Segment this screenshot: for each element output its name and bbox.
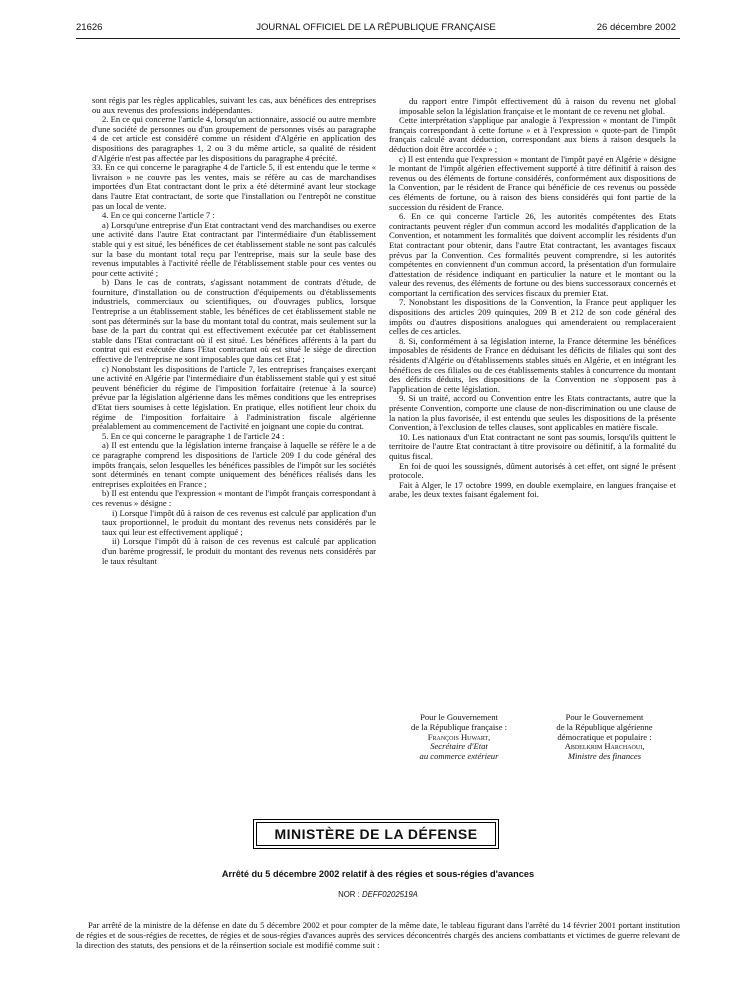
- arrete-body: [76, 921, 680, 950]
- nor-reference: [76, 890, 680, 899]
- header-rule: [76, 38, 680, 39]
- paragraph: Cette interprétation s'applique par analogie à l'expression « montant de l'impôt français correspondant à cette fortune » et à l'expression « quote-part de l'impôt français calculé avant déduction, correspondant aux biens à raison desquels la déduction doit être accordée » ;: [389, 115, 676, 154]
- paragraph: sont régis par les règles applicables, suivant les cas, aux bénéfices des entreprises ou aux revenus des professions indépendantes.: [92, 95, 376, 115]
- paragraph: 9. Si un traité, accord ou Convention entre les Etats contractants, autre que la présente Convention, comporte une clause de non-discrimination ou une clause de la nation la plus favorisée, il est entendu que seules les dispositions de la présente Convention, à l'exclusion de telles clauses, sont applicables en matière fiscale.: [389, 393, 676, 433]
- paragraph: 2. En ce qui concerne l'article 4, lorsqu'un actionnaire, associé ou autre membre d'une société de personnes ou d'un groupement de personnes visés au paragraphe 4 de cet article est considéré comme un résident d'Algérie en application des dispositions des paragraphes 1, 2 ou 3 du même article, sa qualité de résident d'Algérie n'est pas affectée par les dispositions du paragraphe 4 précité.: [92, 114, 376, 163]
- signature-line: de la République algérienne: [556, 721, 653, 732]
- paragraph: c) Nonobstant les dispositions de l'article 7, les entreprises françaises exerçant une activité en Algérie par l'intermédiaire d'un établissement stable qui y est situé peuvent bénéficier du régime de l'imposition forfaitaire (retenue à la source) prévue par la législation algérienne dans les mêmes conditions que les entreprises d'Etat tiers soumises à cette législation. En pratique, elles notifient leur choix du régime de l'imposition forfaitaire à l'administration fiscale algérienne préalablement au commencement de l'activité en joignant une copie du contrat.: [92, 363, 376, 432]
- left-column: [92, 96, 376, 566]
- arrete-title: Arrêté du 5 décembre 2002 relatif à des régies et sous-régies d'avances: [221, 869, 535, 879]
- nor-label: NOR :: [338, 890, 360, 899]
- paragraph: En foi de quoi les soussignés, dûment autorisés à cet effet, ont signé le présent protocole.: [389, 460, 676, 481]
- signature-algeria: [533, 713, 676, 762]
- ministry-heading: MINISTÈRE DE LA DÉFENSE: [256, 822, 496, 846]
- paragraph: Par arrêté de la ministre de la défense en date du 5 décembre 2002 et pour compter de la même date, le tableau figurant dans l'arrêté du 14 février 2001 portant institution de régies et de sous-régies de recettes, de régies et de sous-régies d'avances auprès des services déconcentrés chargés des anciens combattants et victimes de guerre relevant de la direction des statuts, des pensions et de la réinsertion sociale est modifié comme suit :: [76, 920, 680, 950]
- signatory-name: Abdelkrim Harchaoui,: [564, 741, 645, 752]
- signatory-title: au commerce extérieur: [419, 751, 499, 762]
- paragraph: b) Il est entendu que l'expression « montant de l'impôt français correspondant à ces revenus » désigne :: [92, 488, 376, 508]
- paragraph: b) Dans le cas de contrats, s'agissant notamment de contrats d'étude, de fourniture, d'installation ou de construction d'équipements ou d'établissements industriels, commerciaux ou scientifiques, ou d'ouvrages publics, lorsque l'entreprise a un établissement stable, les bénéfices de cet établissement stable ne sont pas déterminés sur la base du montant total du contrat, mais seulement sur la base de la part du contrat qui est effectivement exécutée par cet établissement stable dans l'Etat contractant où il est situé. Les bénéfices afférents à la part du contrat qui est exécutée dans l'Etat contractant où est situé le siège de direction effective de l'entreprise ne sont imposables que dans cet Etat ;: [92, 277, 376, 365]
- paragraph: Fait à Alger, le 17 octobre 1999, en double exemplaire, en langues française et arabe, les deux textes faisant également foi.: [389, 479, 676, 500]
- paragraph: 7. Nonobstant les dispositions de la Convention, la France peut appliquer les dispositions des articles 209 quinquies, 209 B et 212 de son code général des impôts ou d'autres dispositions analogues qui amenderaient ou remplaceraient celles de ces articles.: [389, 297, 676, 337]
- journal-title: JOURNAL OFFICIEL DE LA RÉPUBLIQUE FRANÇAISE: [256, 22, 496, 33]
- paragraph: 8. Si, conformément à sa législation interne, la France détermine les bénéfices imposables de résidents de France en déduisant les déficits de filiales qui sont des résidents d'Algérie ou d'établissements stables situés en Algérie, et en intégrant les bénéfices de ces filiales ou de ces établissements stables à concurrence du montant des déficits déduits, les dispositions de la Convention ne s'opposent pas à l'application de cette législation.: [389, 335, 676, 394]
- signature-line: démocratique et populaire :: [557, 731, 652, 742]
- signatory-title: Secrétaire d'Etat: [430, 741, 488, 752]
- paragraph: a) Il est entendu que la législation interne française à laquelle se réfère le a de ce paragraphe comprend les dispositions de l'article 209 I du code général des impôts français, selon lesquelles les bénéfices passibles de l'impôt sur les sociétés sont déterminés en tenant compte uniquement des bénéfices réalisés dans les entreprises exploitées en France ;: [92, 440, 376, 489]
- page-header: [76, 22, 676, 36]
- signature-line: Pour le Gouvernement: [565, 712, 644, 722]
- paragraph: 10. Les nationaux d'un Etat contractant ne sont pas soumis, lorsqu'ils quittent le territoire de l'autre Etat contractant à titre provisoire ou définitif, à la formalité du quitus fiscal.: [389, 431, 676, 461]
- signature-france: [389, 713, 529, 762]
- paragraph: 5. En ce qui concerne le paragraphe 1 de l'article 24 :: [102, 430, 285, 441]
- paragraph: ii) Lorsque l'impôt dû à raison de ces revenus est calculé par application d'un barème progressif, le produit du montant des revenus nets considérés par le taux résultant: [102, 536, 376, 566]
- paragraph: 4. En ce qui concerne l'article 7 :: [102, 210, 215, 221]
- nor-value: DEFF0202519A: [361, 890, 418, 899]
- paragraph: 6. En ce qui concerne l'article 26, les autorités compétentes des Etats contractants peuvent régler d'un commun accord les modalités d'application de la Convention, et notamment les formalités que doivent accomplir les résidents d'un Etat contractant pour obtenir, dans l'autre Etat contractant, les avantages fiscaux prévus par la Convention. Ces formalités peuvent comprendre, si les autorités compétentes en conviennent d'un commun accord, la présentation d'un formulaire d'attestation de résidence indiquant en particulier la nature et le montant ou la valeur des revenus, des éléments de fortune ou des biens successoraux concernés et comportant la certification des services fiscaux du premier Etat.: [389, 211, 676, 298]
- issue-date: 26 décembre 2002: [596, 22, 676, 33]
- page-number: 21626: [76, 22, 103, 33]
- signatory-name: François Huwart,: [427, 731, 491, 742]
- paragraph: du rapport entre l'impôt effectivement dû à raison du revenu net global imposable selon la législation française et le montant de ce revenu net global.: [399, 96, 676, 116]
- right-column: [389, 97, 676, 500]
- signature-line: Pour le Gouvernement: [420, 712, 498, 722]
- signature-line: de la République française :: [411, 721, 507, 732]
- paragraph: a) Lorsqu'une entreprise d'un Etat contractant vend des marchandises ou exerce une activité dans l'autre Etat contractant par l'intermédiaire d'un établissement stable qui y est situé, les bénéfices de cet établissement stable ne sont pas calculés sur la base du montant total reçu par l'entreprise, mais sur la seule base des revenus imputables à l'activité réelle de l'établissement stable pour ces ventes ou pour cette activité ;: [92, 219, 376, 278]
- signatory-title: Ministre des finances: [567, 751, 642, 762]
- paragraph: i) Lorsque l'impôt dû à raison de ces revenus est calculé par application d'un taux proportionnel, le produit du montant des revenus nets considérés par le taux qui leur est effectivement appliqué ;: [102, 507, 376, 537]
- paragraph: c) Il est entendu que l'expression « montant de l'impôt payé en Algérie » désigne le montant de l'impôt algérien effectivement supporté à titre définitif à raison des revenus ou des éléments de fortune considérés, conformément aux dispositions de la Convention, par le résident de France qui bénéficie de ces revenus ou possède ces éléments de fortune, ou à raison des biens considérés qui font partie de la succession du résident de France.: [389, 153, 676, 212]
- paragraph: 33. En ce qui concerne le paragraphe 4 de l'article 5, il est entendu que le terme « livraison » ne couvre pas les ventes, mais se réfère au cas de marchandises importées d'un Etat contractant dont le prix a été déterminé avant leur stockage dans l'autre Etat contractant, de sorte que l'installation ou l'entrepôt ne constitue pas un local de vente.: [92, 162, 376, 211]
